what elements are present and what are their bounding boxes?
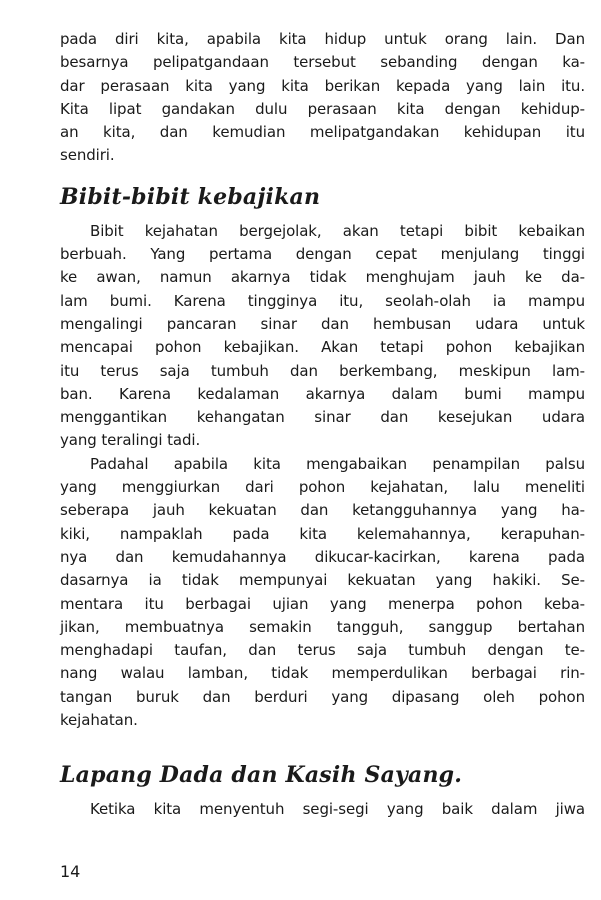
text-line: ke awan, namun akarnya tidak menghujam jauh ke da- [60,268,585,287]
text-line: Bibit kejahatan bergejolak, akan tetapi bibit kebaikan [90,221,585,240]
page-body [60,28,585,822]
text-line: Padahal apabila kita mengabaikan penampilan palsu [90,454,585,473]
text-line: itu terus saja tumbuh dan berkembang, meskipun lam- [60,361,585,380]
text-line: yang teralingi tadi. [60,431,201,450]
text-line: mencapai pohon kebajikan. Akan tetapi pohon kebajikan [60,338,585,357]
section-heading-bibit-bibit-kebajikan: Bibit-bibit kebajikan [60,183,321,210]
paragraph-3 [60,453,585,733]
text-line: mentara itu berbagai ujian yang menerpa pohon keba- [60,594,585,613]
text-line: menggantikan kehangatan sinar dan kesejukan udara [60,408,585,427]
paragraph-4 [60,798,585,821]
text-line: kiki, nampaklah pada kita kelemahannya, kerapuhan- [60,524,585,543]
text-line: berbuah. Yang pertama dengan cepat menjulang tinggi [60,245,585,264]
text-line: besarnya pelipatgandaan tersebut sebanding dengan ka- [60,53,585,72]
text-line: mengalingi pancaran sinar dan hembusan udara untuk [60,314,585,333]
text-line: dar perasaan kita yang kita berikan kepada yang lain itu. [60,76,585,95]
text-line: pada diri kita, apabila kita hidup untuk orang lain. Dan [60,30,585,48]
text-line: nang walau lamban, tidak memperdulikan berbagai rin- [60,664,585,683]
text-line: Ketika kita menyentuh segi-segi yang baik dalam jiwa [90,800,585,819]
text-line: menghadapi taufan, dan terus saja tumbuh dengan te- [60,641,585,660]
text-line: tangan buruk dan berduri yang dipasang oleh pohon [60,687,585,706]
text-line: yang menggiurkan dari pohon kejahatan, lalu meneliti [60,478,585,497]
text-line: Kita lipat gandakan dulu perasaan kita dengan kehidup- [60,99,585,118]
text-line: lam bumi. Karena tingginya itu, seolah-olah ia mampu [60,291,585,310]
text-line: jikan, membuatnya semakin tangguh, sanggup bertahan [60,617,585,636]
text-line: seberapa jauh kekuatan dan ketangguhannya yang ha- [60,501,585,520]
paragraph-1 [60,28,585,168]
text-line: nya dan kemudahannya dikucar-kacirkan, karena pada [60,547,585,566]
text-line: sendiri. [60,146,115,165]
page-number: 14 [60,862,81,881]
text-line: kejahatan. [60,711,138,730]
text-line: ban. Karena kedalaman akarnya dalam bumi mampu [60,384,585,403]
text-line: an kita, dan kemudian melipatgandakan kehidupan itu [60,123,585,142]
paragraph-2 [60,220,585,453]
text-line: dasarnya ia tidak mempunyai kekuatan yang hakiki. Se- [60,571,585,590]
section-heading-lapang-dada-dan-kasih-sayang: Lapang Dada dan Kasih Sayang. [60,762,463,789]
